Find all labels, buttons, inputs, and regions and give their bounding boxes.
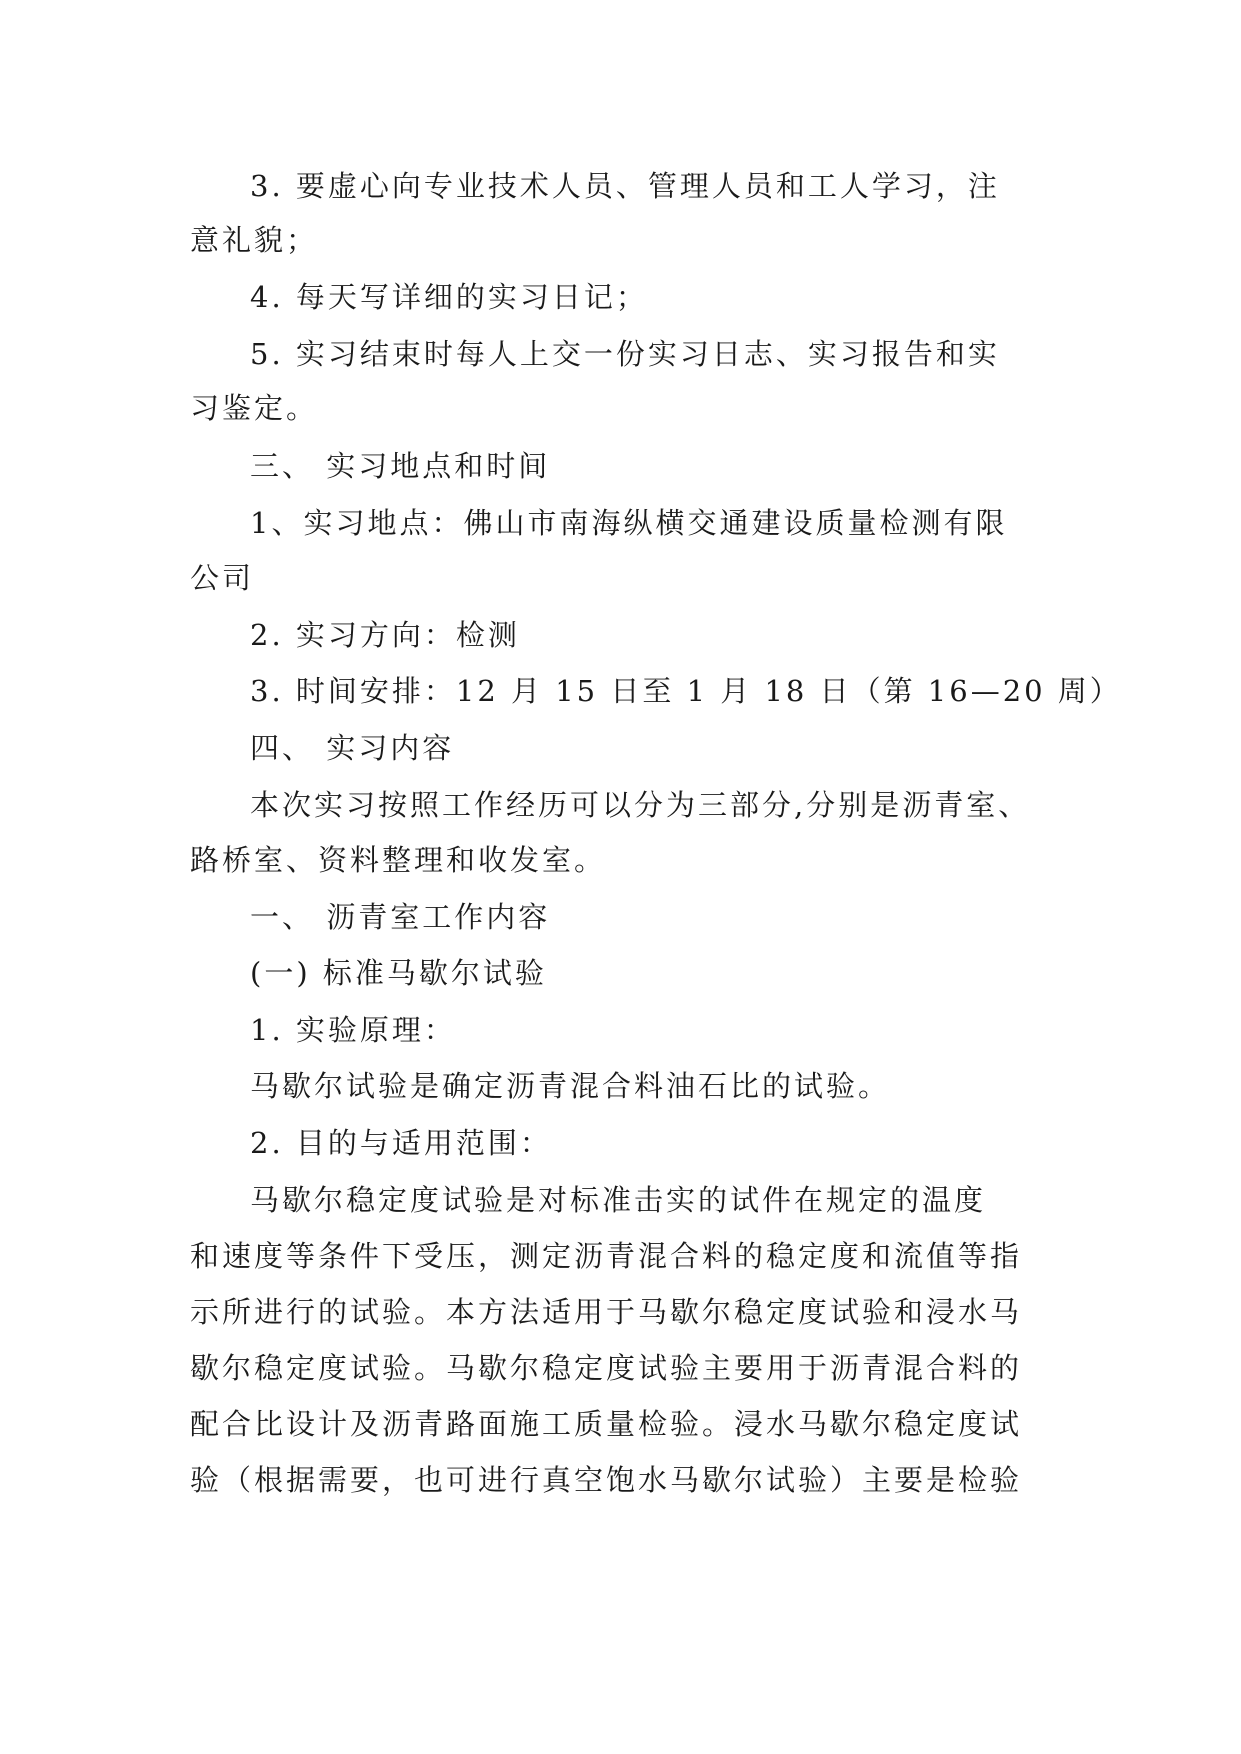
list-item-5-line2: 习鉴定。 <box>190 391 319 425</box>
purpose-para-line3: 示所进行的试验。本方法适用于马歇尔稳定度试验和浸水马 <box>190 1295 1023 1329</box>
item-heading-principle: 1. 实验原理： <box>250 1013 456 1047</box>
intro-line1: 本次实习按照工作经历可以分为三部分,分别是沥青室、 <box>250 788 1031 822</box>
direction-line: 2. 实习方向：检测 <box>250 618 520 652</box>
purpose-para-line4: 歇尔稳定度试验。马歇尔稳定度试验主要用于沥青混合料的 <box>190 1351 1023 1385</box>
location-line1: 1、实习地点：佛山市南海纵横交通建设质量检测有限 <box>250 506 1008 540</box>
list-item-5-line1: 5. 实习结束时每人上交一份实习日志、实习报告和实 <box>250 337 1000 371</box>
location-line2: 公司 <box>190 561 255 595</box>
purpose-para-line5: 配合比设计及沥青路面施工质量检验。浸水马歇尔稳定度试 <box>190 1407 1023 1441</box>
list-item-4: 4. 每天写详细的实习日记； <box>250 280 648 314</box>
section-heading-4: 四、 实习内容 <box>250 731 455 765</box>
purpose-para-line1: 马歇尔稳定度试验是对标准击实的试件在规定的温度 <box>250 1183 987 1217</box>
subsection-heading-1: 一、 沥青室工作内容 <box>250 900 551 934</box>
list-item-3-line1: 3. 要虚心向专业技术人员、管理人员和工人学习，注 <box>250 169 1000 203</box>
principle-text: 马歇尔试验是确定沥青混合料油石比的试验。 <box>250 1069 891 1103</box>
section-heading-3: 三、 实习地点和时间 <box>250 449 551 483</box>
schedule-line: 3. 时间安排：12 月 15 日至 1 月 18 日（第 16—20 周） <box>250 674 1122 708</box>
item-heading-purpose: 2. 目的与适用范围： <box>250 1126 552 1160</box>
intro-line2: 路桥室、资料整理和收发室。 <box>190 843 607 877</box>
subsection-heading-1-1: (一) 标准马歇尔试验 <box>250 956 547 990</box>
purpose-para-line2: 和速度等条件下受压，测定沥青混合料的稳定度和流值等指 <box>190 1239 1023 1273</box>
purpose-para-line6: 验（根据需要，也可进行真空饱水马歇尔试验）主要是检验 <box>190 1463 1023 1497</box>
list-item-3-line2: 意礼貌； <box>190 223 319 257</box>
